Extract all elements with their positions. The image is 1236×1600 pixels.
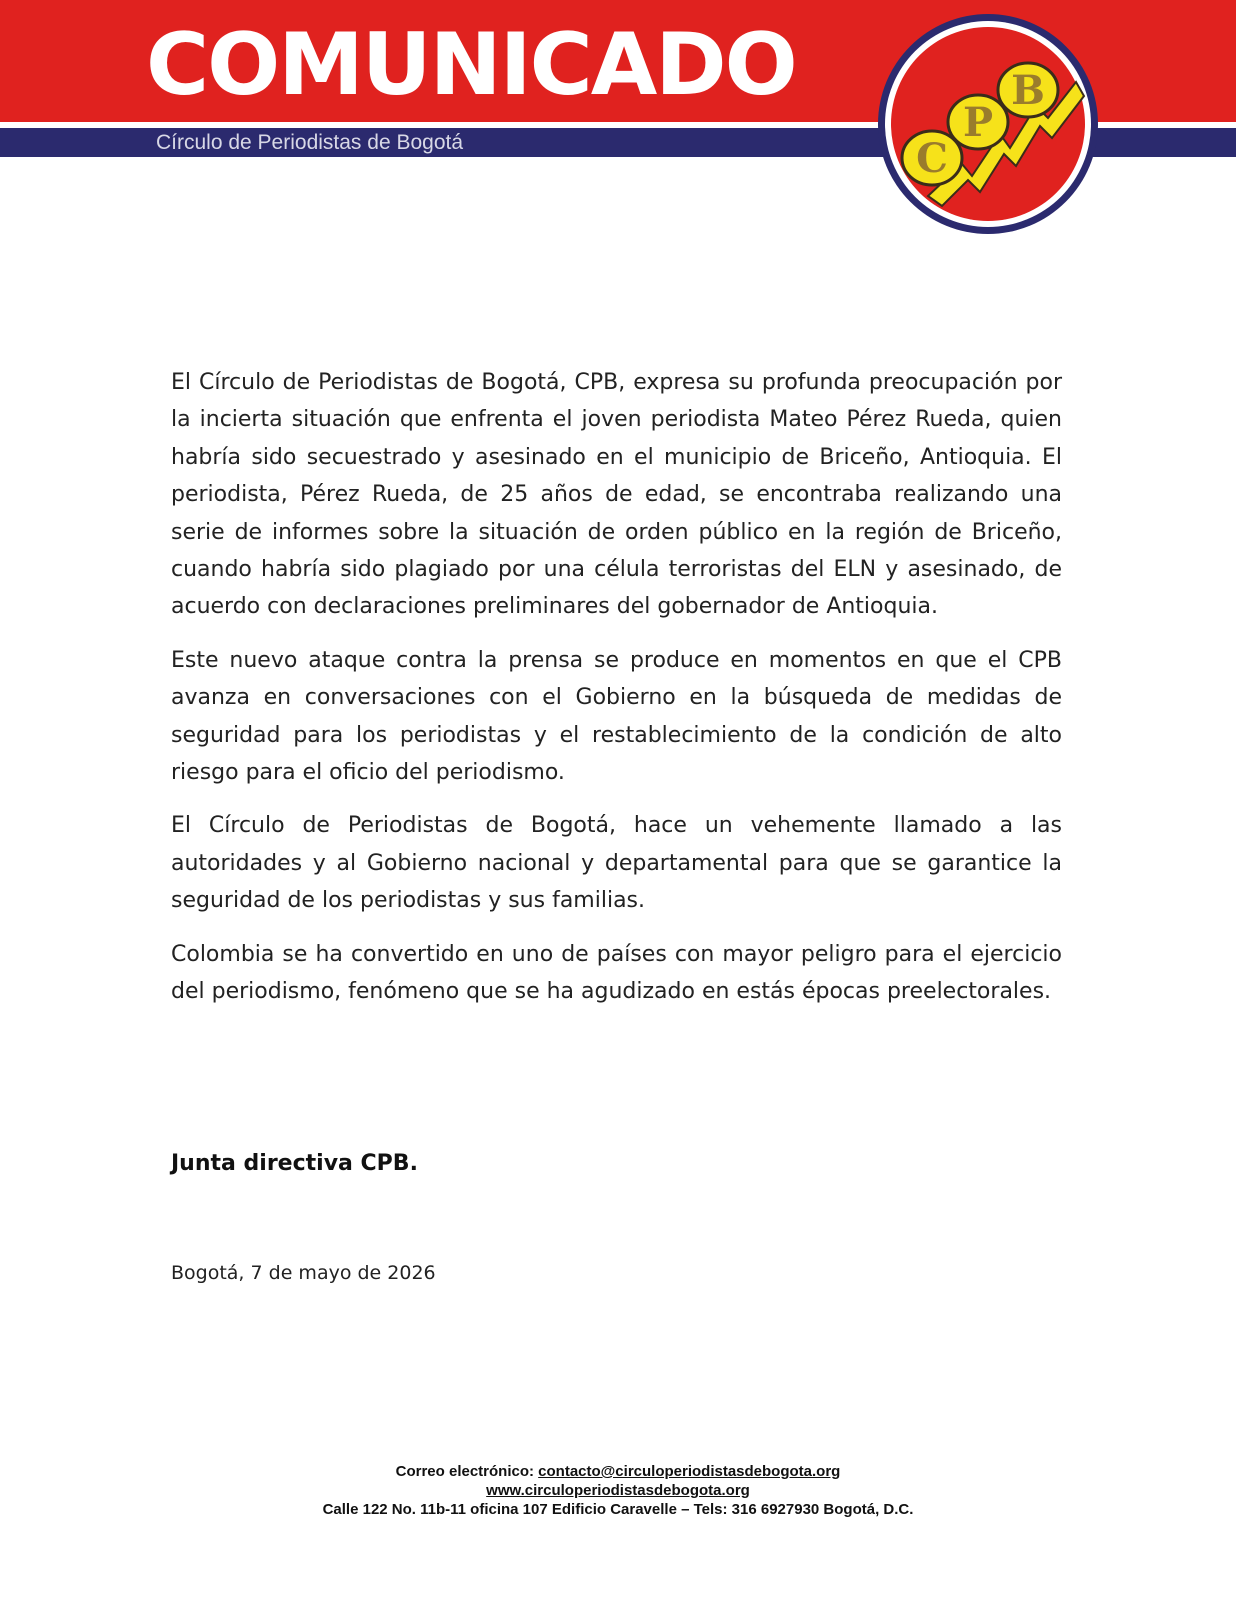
logo-letter-b: B [1011,67,1045,114]
logo-letter-p: P [962,99,994,146]
cpb-logo [876,6,1108,236]
footer-email-line [0,1462,1236,1481]
footer-website-line [0,1481,1236,1500]
logo-coin-b [998,63,1058,117]
footer-email-label: Correo electrónico: [395,1463,539,1480]
footer-website-link[interactable]: www.circuloperiodistasdebogota.org [486,1482,750,1499]
statement-date: Bogotá, 7 de mayo de 2026 [171,1262,436,1284]
footer-address: Calle 122 No. 11b-11 oficina 107 Edificio Caravelle – Tels: 316 6927930 Bogotá, D.C. [322,1501,914,1518]
paragraph-4: Colombia se ha convertido en uno de países con mayor peligro para el ejercicio del periodismo, fenómeno que se ha agudizado en estás épocas preelectorales. [171,941,1062,1005]
footer-contact [0,1462,1236,1519]
page-title: COMUNICADO [146,15,796,115]
paragraph-1: El Círculo de Periodistas de Bogotá, CPB, expresa su profunda preocupación por la incierta situación que enfrenta el joven periodista Mateo Pérez Rueda, quien habría sido secuestrado y asesinado en el municipio de Briceño, Antioquia. El periodista, Pérez Rueda, de 25 años de edad, se encontraba realizando una serie de informes sobre la situación de orden público en la región de Briceño, cuando habría sido plagiado por una célula terroristas del ELN y asesinado, de acuerdo con declaraciones preliminares del gobernador de Antioquia. [171,370,1062,620]
logo-coin-p [948,95,1008,149]
paragraph-3: El Círculo de Periodistas de Bogotá, hace un vehemente llamado a las autoridades y al Gobierno nacional y departamental para que se garantice la seguridad de los periodistas y sus familias. [171,813,1062,914]
signature: Junta directiva CPB. [171,1151,418,1176]
statement-body [171,364,1062,1027]
footer-email-link[interactable]: contacto@circuloperiodistasdebogota.org [538,1463,841,1480]
organization-name: Círculo de Periodistas de Bogotá [156,131,464,154]
logo-letter-c: C [916,135,948,182]
paragraph-2: Este nuevo ataque contra la prensa se produce en momentos en que el CPB avanza en conversaciones con el Gobierno en la búsqueda de medidas de seguridad para los periodistas y el restablecimiento de la condición de alto riesgo para el oficio del periodismo. [171,647,1062,786]
